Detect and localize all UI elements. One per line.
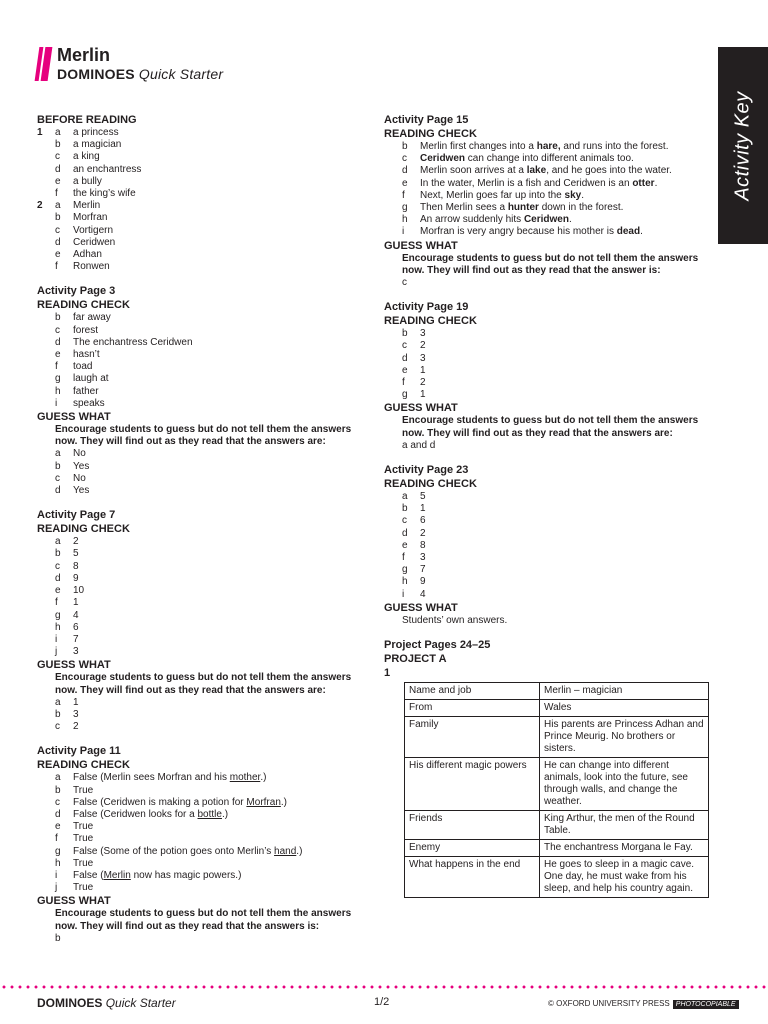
guess-note: Encourage students to guess but do not tell them the answers now. They will find out as they read that the answers are: <box>55 672 352 696</box>
list-item: 2 a Merlin <box>37 200 101 212</box>
answer-list <box>384 141 716 239</box>
left-column <box>37 113 367 945</box>
list-item: g laugh at <box>55 373 109 385</box>
subheading: GUESS WHAT <box>37 411 111 424</box>
list-item: i False (Merlin now has magic powers.) <box>55 869 242 881</box>
subheading: READING CHECK <box>37 299 130 312</box>
subheading: GUESS WHAT <box>384 239 458 252</box>
guess-note: Encourage students to guess but do not tell them the answers now. They will find out as they read that the answers are: <box>55 424 352 448</box>
list-item: d Ceridwen <box>55 236 116 248</box>
list-item: b 1 <box>402 503 426 515</box>
photocopiable-badge: PHOTOCOPIABLE <box>673 1000 739 1009</box>
list-item: f True <box>55 833 94 845</box>
series-name <box>57 66 223 82</box>
table-row: Enemy The enchantress Morgana le Fay. <box>405 840 709 857</box>
guess-answer: c <box>402 277 407 289</box>
section-heading: Project Pages 24–25 <box>384 639 491 652</box>
answer-list <box>37 312 367 410</box>
list-item: f toad <box>55 361 93 373</box>
list-item: g 4 <box>55 609 79 621</box>
subheading: READING CHECK <box>384 128 477 140</box>
list-item: d Yes <box>55 485 90 497</box>
answer-list <box>37 448 367 497</box>
list-item: d an enchantress <box>55 163 142 175</box>
section-heading: Activity Page 23 <box>384 464 469 477</box>
list-item: i 4 <box>402 588 426 600</box>
list-item: d 2 <box>402 527 426 539</box>
list-item: i 7 <box>55 633 79 645</box>
guess-answer: b <box>55 932 61 944</box>
list-item: i speaks <box>55 397 105 409</box>
subheading: READING CHECK <box>384 478 477 491</box>
subheading: READING CHECK <box>37 523 130 536</box>
answer-list <box>384 328 716 401</box>
subheading: GUESS WHAT <box>384 402 458 415</box>
list-item: c 6 <box>402 515 426 527</box>
list-item: e a bully <box>55 175 102 187</box>
subheading: GUESS WHAT <box>384 601 458 614</box>
table-row: From Wales <box>405 700 709 717</box>
table-row: Friends King Arthur, the men of the Round Table. <box>405 811 709 840</box>
list-item: h father <box>55 385 99 397</box>
dotted-divider <box>0 985 768 989</box>
list-item: b Merlin first changes into a hare, and runs into the forest. <box>402 141 669 152</box>
list-item: b 3 <box>402 328 426 340</box>
list-item: e In the water, Merlin is a fish and Ceridwen is an otter. <box>402 177 658 189</box>
subheading: READING CHECK <box>37 759 130 772</box>
list-item: h An arrow suddenly hits Ceridwen. <box>402 214 572 226</box>
list-item: b True <box>55 784 94 796</box>
list-item: e 1 <box>402 364 426 376</box>
right-column <box>384 113 716 898</box>
list-item: a 1 <box>55 696 79 708</box>
list-item: g 1 <box>402 389 426 401</box>
list-item: h True <box>55 857 94 869</box>
list-item: b Morfran <box>55 212 108 224</box>
before-reading-q1 <box>37 127 367 200</box>
list-item: f the king’s wife <box>55 188 136 200</box>
answer-list <box>37 697 367 734</box>
list-item: b 5 <box>55 548 79 560</box>
list-item: c Ceridwen can change into different animals too. <box>402 153 634 165</box>
list-item: a False (Merlin sees Morfran and his mother.) <box>55 772 267 784</box>
section-heading: Activity Page 7 <box>37 509 116 522</box>
copyright: © OXFORD UNIVERSITY PRESS PHOTOCOPIABLE <box>548 999 739 1008</box>
project-table <box>404 682 709 898</box>
answer-list <box>37 772 367 894</box>
list-item: a 5 <box>402 491 426 503</box>
list-item: d False (Ceridwen looks for a bottle.) <box>55 808 229 820</box>
list-item: b 3 <box>55 708 79 720</box>
before-reading-q2 <box>37 200 367 273</box>
list-item: g 7 <box>402 564 426 576</box>
list-item: f 1 <box>55 597 79 609</box>
list-item: b far away <box>55 312 111 324</box>
series-label: DOMINOES <box>57 66 135 82</box>
page-title: Merlin <box>57 45 111 65</box>
activity-key-label: Activity Key <box>731 90 754 201</box>
list-item: e True <box>55 821 94 833</box>
answer-list <box>37 536 367 658</box>
guess-note: Encourage students to guess but do not tell them the answers now. They will find out as they read that the answer is: <box>402 252 699 276</box>
list-item: c a king <box>55 151 100 163</box>
guess-note: Encourage students to guess but do not tell them the answers now. They will find out as they read that the answers is: <box>55 908 352 932</box>
table-row: What happens in the end He goes to sleep in a magic cave. One day, he must wake from his sleep, and help his country again. <box>405 857 709 898</box>
answer-list <box>384 491 716 601</box>
subheading: PROJECT A <box>384 653 447 666</box>
list-item: g False (Some of the potion goes onto Merlin’s hand.) <box>55 845 303 857</box>
question-number: 1 <box>384 667 391 680</box>
list-item: e 8 <box>402 539 426 551</box>
list-item: c Vortigern <box>55 224 114 236</box>
table-row: Name and job Merlin – magician <box>405 683 709 700</box>
list-item: f 3 <box>402 552 426 564</box>
footer-series: DOMINOES Quick Starter <box>37 996 176 1010</box>
section-heading: BEFORE READING <box>37 114 137 126</box>
list-item: c 2 <box>402 340 426 352</box>
guess-note: Encourage students to guess but do not tell them the answers now. They will find out as they read that the answers are: <box>402 415 699 439</box>
list-item: e Adhan <box>55 249 102 261</box>
list-item: c False (Ceridwen is making a potion for Morfran.) <box>55 796 287 808</box>
activity-key-tab <box>718 47 768 244</box>
list-item: c 8 <box>55 560 79 572</box>
list-item: h 6 <box>55 621 79 633</box>
list-item: d 3 <box>402 352 426 364</box>
list-item: f Next, Merlin goes far up into the sky. <box>402 189 584 201</box>
list-item: d Merlin soon arrives at a lake, and he goes into the water. <box>402 165 672 177</box>
list-item: d 9 <box>55 572 79 584</box>
subheading: READING CHECK <box>384 315 477 328</box>
guess-answer: Students’ own answers. <box>402 614 508 626</box>
table-row: Family His parents are Princess Adhan and Prince Meurig. No brothers or sisters. <box>405 717 709 758</box>
list-item: d The enchantress Ceridwen <box>55 336 193 348</box>
list-item: b a magician <box>55 139 122 151</box>
list-item: j 3 <box>55 646 79 658</box>
list-item: c forest <box>55 324 99 336</box>
subheading: GUESS WHAT <box>37 659 111 672</box>
series-sub-label: Quick Starter <box>138 66 224 82</box>
list-item: e 10 <box>55 585 85 597</box>
subheading: GUESS WHAT <box>37 895 111 908</box>
list-item: c No <box>55 472 86 484</box>
guess-answer: a and d <box>402 439 436 451</box>
list-item: h 9 <box>402 576 426 588</box>
list-item: i Morfran is very angry because his mother is dead. <box>402 226 643 238</box>
list-item: a No <box>55 448 86 460</box>
list-item: f Ronwen <box>55 261 110 273</box>
table-row: His different magic powers He can change into different animals, look into the future, see through walls, and change the weather. <box>405 758 709 811</box>
section-heading: Activity Page 15 <box>384 114 469 126</box>
list-item: a 2 <box>55 536 79 548</box>
list-item: 1 a a princess <box>37 127 119 138</box>
list-item: g Then Merlin sees a hunter down in the forest. <box>402 202 624 214</box>
section-heading: Activity Page 3 <box>37 285 116 298</box>
section-heading: Activity Page 11 <box>37 745 121 758</box>
logo-bars <box>37 47 51 81</box>
list-item: e hasn’t <box>55 349 100 361</box>
list-item: f 2 <box>402 377 426 389</box>
list-item: c 2 <box>55 721 79 733</box>
list-item: b Yes <box>55 460 90 472</box>
page-number: 1/2 <box>374 996 390 1008</box>
list-item: j True <box>55 882 94 894</box>
section-heading: Activity Page 19 <box>384 301 469 314</box>
